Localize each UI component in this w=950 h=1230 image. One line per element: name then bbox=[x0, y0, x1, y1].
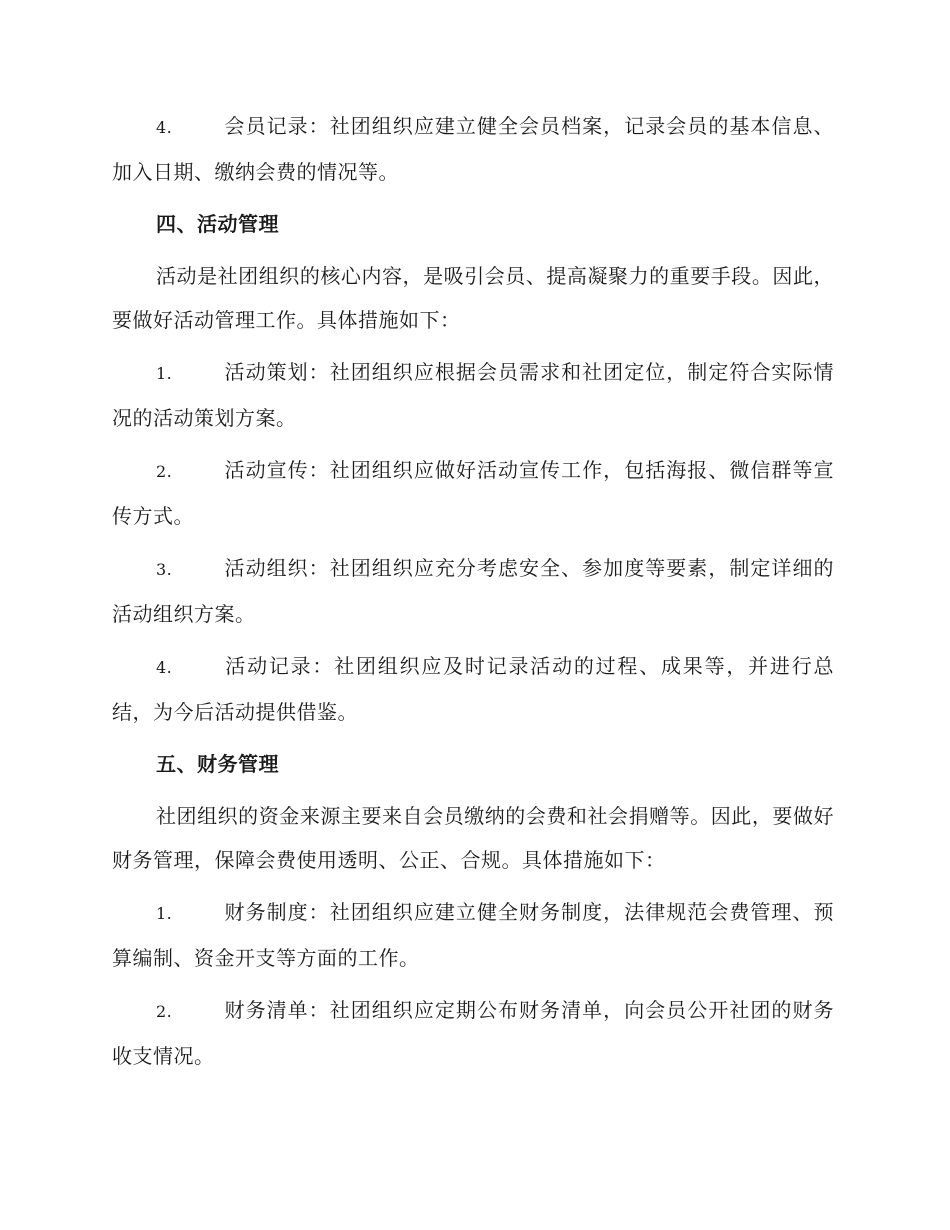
list-item-activity-planning bbox=[112, 350, 834, 440]
list-item-financial-system bbox=[112, 890, 834, 980]
list-number: 1. bbox=[156, 904, 173, 923]
list-item-activity-organization bbox=[112, 546, 834, 636]
list-text: 活动记录：社团组织应及时记录活动的过程、成果等，并进行总结，为今后活动提供借鉴。 bbox=[112, 654, 834, 724]
list-number: 3. bbox=[156, 560, 173, 579]
document-page bbox=[112, 104, 834, 1086]
paragraph-financial-intro: 社团组织的资金来源主要来自会员缴纳的会费和社会捐赠等。因此，要做好财务管理，保障会费使用透明、公正、合规。具体措施如下： bbox=[112, 804, 834, 872]
list-item-membership-records bbox=[112, 104, 834, 194]
list-text: 财务清单：社团组织应定期公布财务清单，向会员公开社团的财务收支情况。 bbox=[112, 998, 834, 1068]
list-text: 活动组织：社团组织应充分考虑安全、参加度等要素，制定详细的活动组织方案。 bbox=[112, 556, 834, 626]
list-text: 活动宣传：社团组织应做好活动宣传工作，包括海报、微信群等宣传方式。 bbox=[112, 458, 834, 528]
paragraph-activity-intro: 活动是社团组织的核心内容，是吸引会员、提高凝聚力的重要手段。因此，要做好活动管理工作。具体措施如下： bbox=[112, 264, 834, 332]
list-item-financial-statement bbox=[112, 988, 834, 1078]
list-text: 会员记录：社团组织应建立健全会员档案，记录会员的基本信息、加入日期、缴纳会费的情况等。 bbox=[112, 114, 834, 184]
list-number: 1. bbox=[156, 364, 173, 383]
section-heading-activity-management: 四、活动管理 bbox=[156, 212, 279, 236]
section-heading-financial-management: 五、财务管理 bbox=[156, 752, 279, 776]
list-text: 活动策划：社团组织应根据会员需求和社团定位，制定符合实际情况的活动策划方案。 bbox=[112, 360, 834, 430]
list-item-activity-promotion bbox=[112, 448, 834, 538]
list-number: 2. bbox=[156, 462, 173, 481]
list-number: 4. bbox=[156, 118, 173, 137]
list-item-activity-records bbox=[112, 644, 834, 734]
list-number: 2. bbox=[156, 1002, 173, 1021]
list-text: 财务制度：社团组织应建立健全财务制度，法律规范会费管理、预算编制、资金开支等方面的工作。 bbox=[112, 900, 834, 970]
list-number: 4. bbox=[156, 658, 173, 677]
